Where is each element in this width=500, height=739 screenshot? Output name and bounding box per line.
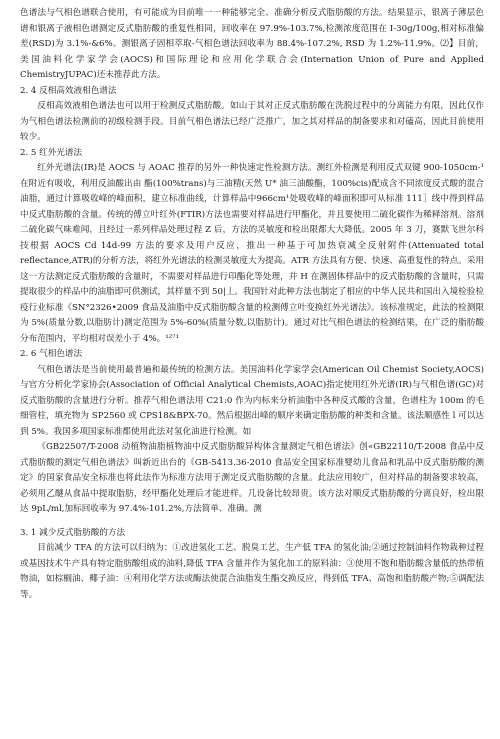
- body-paragraph: 红外光谱法(IR)是 AOCS 与 AOAC 推荐的另外一种快速定性检测方法。测红外检测是利用反式双键 900-1050cm-¹在附近有吸收，利用反油酸出由 酯(100%trans)与三油精(天然 U* 油三油酸酯，100%cis)配成含不同浓度反式酸的混合油脂，通过计算吸收峰的峰面积，建立标准曲线，计算样品中966cm¹处吸收峰的峰面积即可从标准 111］线中得到样品中反式脂肪酸的含量。传统的傅立叶红外(FTIR)方法也需要对样品进行甲酯化，并且要使用二硫化碳作为稀释溶剂。溶剂二硫化碳气味难闻，且经过一系列样品处理过程 Z 后，方法的灵敏度和检出限都大大降低。2005 年 3 刀，赛默飞世尔科技根据 AOCS Cd 14d-99 方法的要求及用户反应，推出一种基于可加热衰减全反射附件(Attenuated total reflectance,ATR)的分析方法，将红外光谱法的检测灵敏度大为提高。ATR 方法具有方便、快速、高重复性的特点。采用这一方法测定反式脂肪酸的含量时，不需要对样品进行印酯化等处理，并 H 在测固体样品中的反式脂肪酸的含量时，只需提取很少的样品中的油脂即可供测试，其样量不到 50|丄。我国针对此种方法也制定了相应的中华人民共和国出入境检验检疫行业标准《SN°2326•2009 食品及油脂中反式脂肪酸含量的检测傅立叶变换红外光谱法》。该标准规定，此法的检测限为 5%(质量分数,以脂肪计)测定范围为 5%-60%(质量分数,以脂肪计)。通过对比气相色谱法的检测结果，在广泛的脂肪酸分布范围内，平均相对误差小于 4%。¹²⁷¹: [20, 163, 484, 344]
- body-paragraph: 《GB22507/T-2008 动植物油脂植物油中反式脂肪酸异构体含量测定气相色谱法》创«GB22110/T-2008 食品中反式脂肪酸的测定气相色谱法》叫新近出台的《GB-5413.36-2010 食品安全国家标准婴幼儿食品和乳品中反式脂肪酸的测定》的国家食品安全标准也将此法作为标准方法用于测定反式脂肪酸的含量。此法应用较广，但对样品的制备要求较高，必须用乙醚从食品中提取脂肪，经甲酯化处理后才能进样。几设备比较昂贵。该方法对顺反式脂肪酸的分离良好，检出限达 9pL/ml,加标回收率为 97.4%-101.2%,方法简单、准确。测: [20, 442, 484, 514]
- section-heading: 2. 5 红外光谱法: [20, 147, 83, 158]
- section-gap: [20, 518, 484, 526]
- section-heading: 3. 1 减少反式脂肪酸的方法: [20, 527, 126, 538]
- section-heading: 2. 6 气相色谱法: [20, 349, 83, 359]
- section-heading: 2. 4 反相高效液相色谱法: [20, 85, 117, 96]
- body-paragraph: 反相高效液相色谱法也可以用于检测反式脂肪酸。如山于其对正反式脂肪酸在洗脱过程中的分离能力有限，因此仅作为气相色谱法检测前的初级检测手段。目前气相色谱法已经广泛推广，加之其对样品的制备要求和对磕高，因此目前使用较少。: [20, 101, 484, 142]
- body-paragraph: 目前减少 TFA 的方法可以归纳为：①改进氢化工艺、脱臭工艺，生产低 TFA 的氢化油;②通过控制油料作物栽种过程或基因技术牛产具有特定脂肪酸组成的油料,降低 TFA 含量并作为氢化加工的原料油：③使用不饱和脂肪酸含量低的热带植物油，如棕榈油、椰子油：④利用化学方法或酶法使混合油脂发生酯交换反应，得到低 TFA、高饱和脂肪酸产物;⑤调配法等。: [20, 543, 484, 600]
- body-paragraph: 色谱法与气相色谱联合使用，有可能成为目前唯一一种能够完全、准确分析反式脂肪酸的方法。结果显示，银离子薄层色谱和银离子液相色谱测定反式脂肪酸的重复性相同，回收率在 97.9%-103.7%,检测浓度范围在 I-30g/100g,相对标准偏差(RSD)为 3.1%-&6%。测银离子固相萃取-气相色谱法回收率为 88.4%-107.2%, RSD 为 1.2%-11.9%。⑵】目前，美国油料化学家学会(AOCS)和国际理论和应用化学联合会(Internation Union of Pure and Applied ChemistryJUPAC)还未推荐此方法。: [20, 8, 484, 80]
- body-paragraph: 气相色谱法是当前使用最普遍和最传统的检测方法。美国油料化学家学会(American Oil Chemist Society,AOCS)与官方分析化学家协会(Association of Official Analytical Chemists,AOAC)指定使用红外光谱(IR)与气相色谱(GC)对反式脂肪酸的含量进行分析。推荐气相色谱法用 C21:0 作为内标来分析油脂中各种反式酸的含量，色谱柱为 100m 的毛细管柱，填充物为 SP2560 或 CPS18&BPX-70。然后根据出峰的顺序来确定脂肪酸的种类和含量。该法顺感性 l 可以达到 5%。我国多项国家标准都使用此法对氢化油进行检测。如: [20, 364, 484, 437]
